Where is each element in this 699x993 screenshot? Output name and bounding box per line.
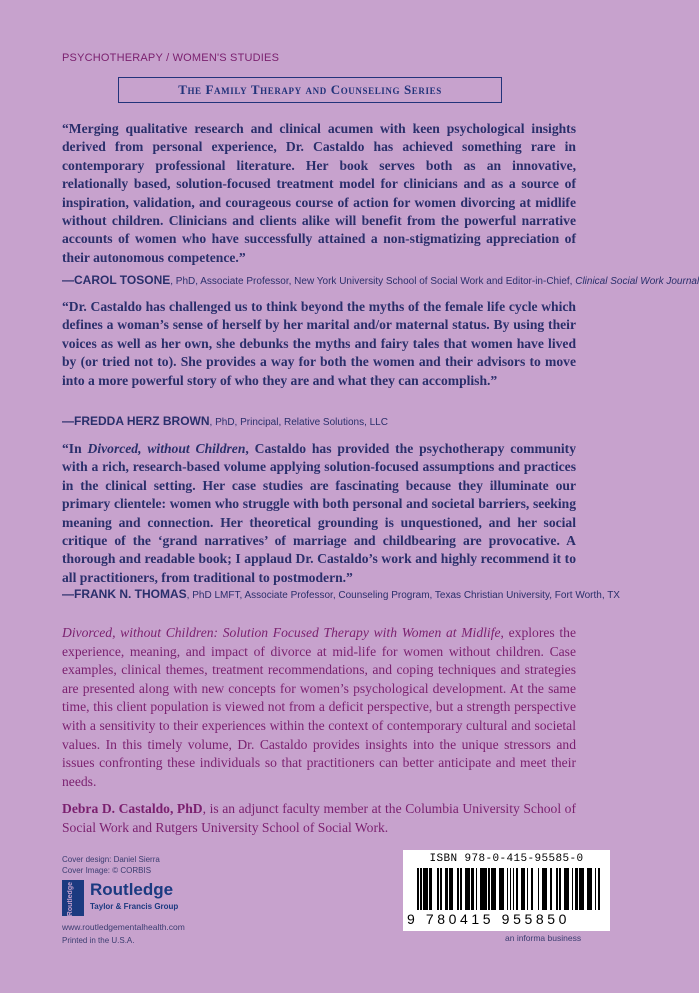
barcode-bars xyxy=(417,868,599,910)
isbn-barcode xyxy=(403,850,610,931)
endorsement-attribution-2 xyxy=(62,414,576,428)
cover-image-credit: Cover Image: © CORBIS xyxy=(62,866,152,875)
description-body: , explores the experience, meaning, and impact of divorce at mid-life for women without children. Case examples, clinical themes, treatment recommendations, and coping techniques and strategies are presented along with new concepts for women’s psychological development. At the same time, this client population is viewed not from a deficit perspective, but a strength perspective with a sensitivity to their experiences within the context of contemporary cultural and societal values. In this timely volume, Dr. Castaldo provides insights into the unique stressors and issues confronting these individuals so that practitioners can better anticipate and meet their needs. xyxy=(62,625,576,789)
category-label: PSYCHOTHERAPY / WOMEN'S STUDIES xyxy=(62,52,280,64)
endorser-title: , PhD, Principal, Relative Solutions, LLC xyxy=(209,417,388,428)
ean-digits: 9 780415 955850 xyxy=(407,911,570,927)
logo-mark-text: Routledge xyxy=(67,882,74,917)
publisher-group: Taylor & Francis Group xyxy=(90,902,179,911)
endorsement-quote-1: “Merging qualitative research and clinical acumen with keen psychological insights derived from personal experience, Dr. Castaldo has achieved something rare in contemporary professional literature. Her book serves both as an innovative, relationally based, solution-focused treatment model for clinicians and as a source of inspiration, validation, and courageous course of action for women divorcing at midlife without children. Clinicians and clients alike will benefit from the powerful narrative accounts of women who have successfully attained a non-stigmatizing appreciation of their autonomous competence.” xyxy=(62,121,576,265)
informa-tagline: an informa business xyxy=(505,933,582,943)
book-description xyxy=(62,624,576,791)
endorsement-quote-2: “Dr. Castaldo has challenged us to think beyond the myths of the female life cycle which defines a woman’s sense of herself by her marital and/or maternal status. By using their voices as well as her own, she debunks the myths and fairy tales that women have lived by (or tried not to). She provides a way for both the women and their advisors to move into a more powerful story of who they are and what they can accomplish.” xyxy=(62,299,576,388)
endorser-title: , PhD LMFT, Associate Professor, Counseling Program, Texas Christian University, Fort Worth, TX xyxy=(186,590,620,601)
endorsement-attribution-3 xyxy=(62,587,620,601)
endorsement-attribution-1 xyxy=(62,273,699,287)
quote-book-title: Divorced, without Children xyxy=(87,441,246,456)
endorser-title: , PhD, Associate Professor, New York University School of Social Work and Editor-in-Chief, xyxy=(170,276,576,287)
journal-name: Clinical Social Work Journal xyxy=(575,276,699,287)
endorsement-quote-3 xyxy=(62,440,576,587)
endorser-name: —FRANK N. THOMAS xyxy=(62,587,187,601)
series-banner xyxy=(118,77,502,103)
publisher-url[interactable]: www.routledgementalhealth.com xyxy=(62,922,185,932)
author-bio-text: , is an adjunct faculty member at the Columbia University School of Social Work and Rutgers University School of Social Work. xyxy=(62,801,577,835)
series-title: The Family Therapy and Counseling Series xyxy=(178,82,442,97)
quote-text-start: “In xyxy=(62,441,88,456)
routledge-logo-mark xyxy=(62,880,84,916)
quote-text-rest: , Castaldo has provided the psychotherapy community with a rich, research-based volume applying solution-focused assumptions and practices in the clinical setting. Her case studies are fascinating because they illuminate our primary clientele: women who struggle with both personal and societal barriers, seeking meaning and connection. Her theoretical grounding is unquestioned, and her social critique of the ‘grand narratives’ of marriage and childbearing are provocative. A thorough and readable book; I applaud Dr. Castaldo’s work and highly recommend it to all practitioners, from traditional to postmodern.” xyxy=(62,441,576,585)
cover-design-credit: Cover design: Daniel Sierra xyxy=(62,855,160,864)
publisher-name: Routledge xyxy=(90,880,174,899)
endorser-name: —CAROL TOSONE xyxy=(62,273,171,287)
routledge-logo xyxy=(62,880,262,920)
description-book-title: Divorced, without Children: Solution Focused Therapy with Women at Midlife xyxy=(62,625,501,640)
barcode-bar xyxy=(598,868,600,910)
author-bio xyxy=(62,800,576,837)
author-name: Debra D. Castaldo, PhD xyxy=(62,801,203,816)
endorser-name: —FREDDA HERZ BROWN xyxy=(62,414,210,428)
printed-in: Printed in the U.S.A. xyxy=(62,936,135,945)
isbn-text: ISBN 978-0-415-95585-0 xyxy=(429,853,584,865)
